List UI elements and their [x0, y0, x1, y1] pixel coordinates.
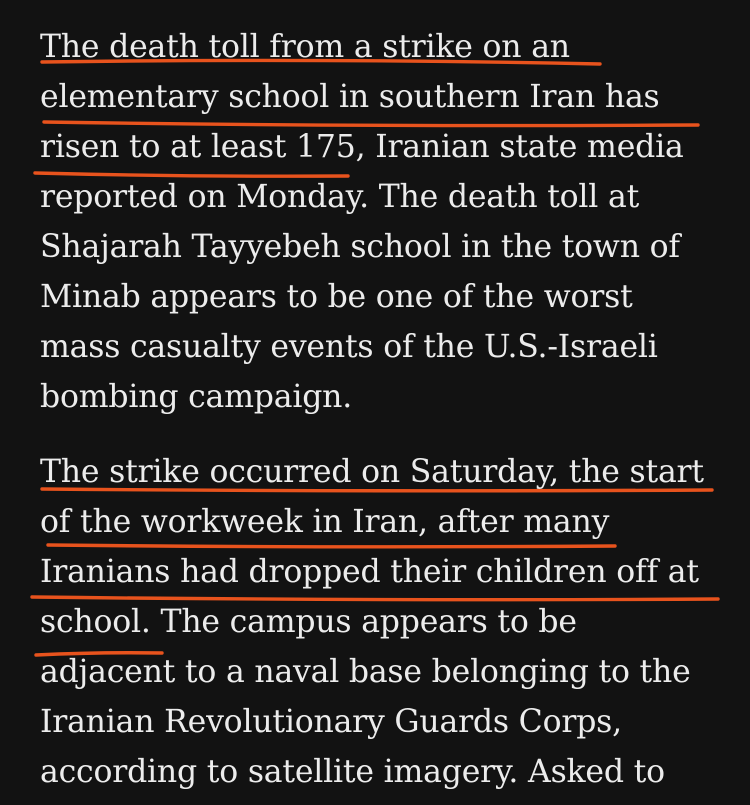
article-paragraph-2	[40, 447, 730, 797]
article-line: school. The campus appears to be	[40, 604, 577, 640]
article-line: The strike occurred on Saturday, the start	[40, 454, 704, 490]
article-line: reported on Monday. The death toll at	[40, 179, 640, 215]
article-paragraph-1	[40, 22, 730, 422]
article-line: bombing campaign.	[40, 379, 353, 415]
article-line: risen to at least 175, Iranian state media	[40, 129, 684, 165]
article-line: Iranians had dropped their children off at	[40, 554, 699, 590]
article-line: according to satellite imagery. Asked to	[40, 754, 665, 790]
article-line: Minab appears to be one of the worst	[40, 279, 633, 315]
article-line: Shajarah Tayyebeh school in the town of	[40, 229, 680, 265]
article-line: Iranian Revolutionary Guards Corps,	[40, 704, 622, 740]
paragraph-spacer	[40, 422, 730, 447]
article-line: elementary school in southern Iran has	[40, 79, 660, 115]
article-line: The death toll from a strike on an	[40, 29, 570, 65]
article-line: adjacent to a naval base belonging to the	[40, 654, 691, 690]
article-line: mass casualty events of the U.S.-Israeli	[40, 329, 658, 365]
article-body	[40, 22, 730, 797]
article-line: of the workweek in Iran, after many	[40, 504, 610, 540]
